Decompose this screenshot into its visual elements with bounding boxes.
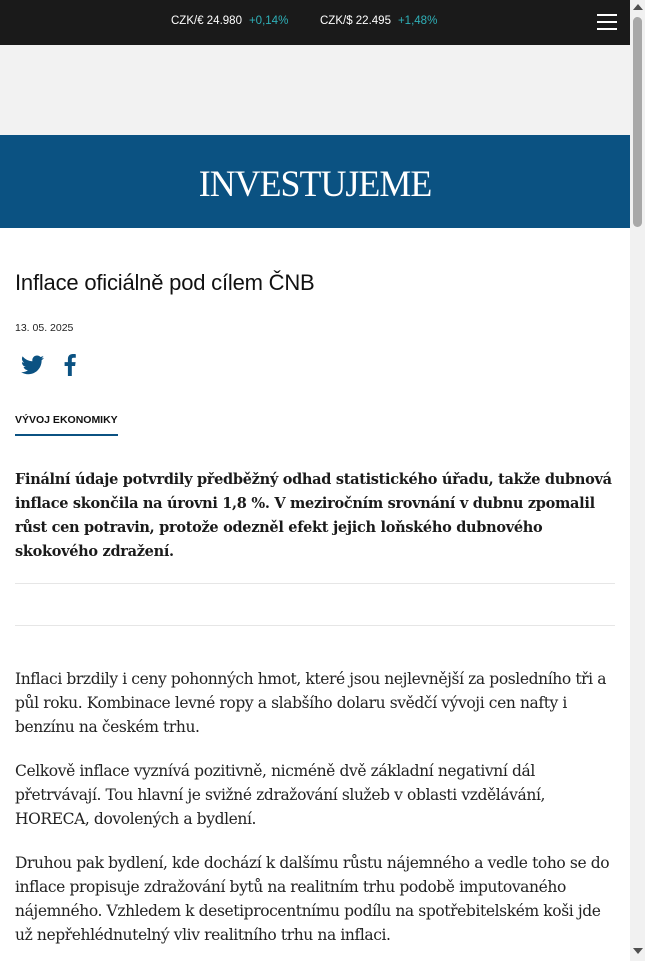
divider (15, 583, 615, 584)
article-date: 13. 05. 2025 (15, 322, 74, 334)
scroll-down-arrow-icon[interactable] (633, 948, 643, 954)
ticker-eur-rate: CZK/€ 24.980 (171, 15, 242, 27)
article-paragraph: Druhou pak bydlení, kde dochází k dalšímu růstu nájemného a vedle toho se do inflace propisuje zdražování bytů na realitním trhu podobě imputovaného nájemného. Vzhledem k desetiprocentnímu podílu na spotřebitelském koši jde už nepřehlédnutelný vliv realitního trhu na inflaci. (15, 854, 610, 944)
article-lead: Finální údaje potvrdily předběžný odhad statistického úřadu, takže dubnová inflace skončila na úrovni 1,8 %. V meziročním srovnání v dubnu zpomalil růst cen potravin, protože odezněl efekt jejich loňského dubnového skokového zdražení. (15, 471, 612, 560)
facebook-icon[interactable] (63, 354, 77, 376)
divider (15, 625, 615, 626)
scrollbar-thumb[interactable] (633, 17, 642, 227)
article-paragraph: Celkově inflace vyznívá pozitivně, nicméně dvě základní negativní dál přetrvávají. Tou hlavní je svižné zdražování služeb v oblasti vzdělávání, HORECA, dovolených a bydlení. (15, 762, 546, 828)
hamburger-menu-icon[interactable] (597, 14, 617, 31)
brand-header (0, 135, 630, 228)
category-link[interactable]: VÝVOJ EKONOMIKY (15, 414, 118, 436)
site-logo[interactable]: INVESTUJEME (198, 164, 432, 205)
ticker-usd-rate: CZK/$ 22.495 (320, 15, 391, 27)
ticker-eur-change: +0,14% (248, 15, 289, 27)
scroll-up-arrow-icon[interactable] (633, 4, 643, 10)
ticker-usd-change: +1,48% (397, 15, 438, 27)
twitter-icon[interactable] (21, 354, 44, 376)
ticker-eur (171, 15, 288, 27)
article-paragraph: Inflaci brzdily i ceny pohonných hmot, které jsou nejlevnější za posledního tři a půl roku. Kombinace levné ropy a slabšího dolaru svědčí vývoji cen nafty i benzínu na českém trhu. (15, 670, 607, 736)
top-bar (0, 0, 630, 45)
article-title: Inflace oficiálně pod cílem ČNB (15, 270, 315, 295)
ticker-usd (320, 15, 437, 27)
ad-placeholder (0, 45, 630, 135)
